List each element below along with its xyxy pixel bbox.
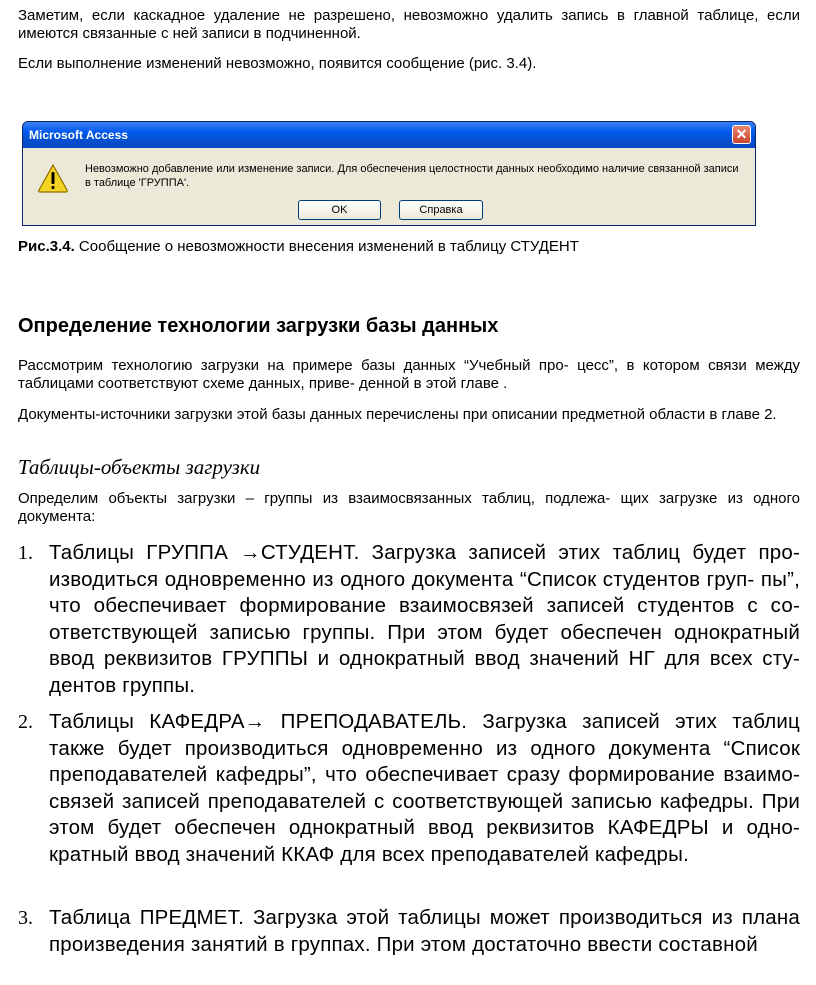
close-icon[interactable]: ✕ <box>732 125 751 144</box>
list-item-number: 2. <box>18 711 33 733</box>
list-item <box>18 905 800 958</box>
list-item-text: Таблица ПРЕДМЕТ. Загрузка этой таблицы может производиться из плана произведения занятий в группах. При этом достаточно ввести составной <box>49 906 800 956</box>
subsection-heading: Таблицы-объекты загрузки <box>18 455 261 479</box>
dialog-title-bar <box>23 122 755 148</box>
paragraph-sources: Документы-источники загрузки этой базы данных перечислены при описании предметной области в главе 2. <box>18 406 777 423</box>
caption-label: Рис.3.4. <box>18 238 75 255</box>
dialog-message: Невозможно добавление или изменение записи. Для обеспечения целостности данных необходимо наличие связанной записи в таблице 'ГРУППА'. <box>85 163 739 189</box>
paragraph-technology: Рассмотрим технологию загрузки на примере базы данных “Учебный про- цесс”, в котором связи между таблицами соответствуют схеме данных, приве- денной в этой главе . <box>18 357 800 392</box>
paragraph-message-note: Если выполнение изменений невозможно, появится сообщение (рис. 3.4). <box>18 55 537 72</box>
caption-text: Сообщение о невозможности внесения изменений в таблицу СТУДЕНТ <box>74 238 579 255</box>
access-error-dialog <box>22 121 756 226</box>
figure-caption <box>18 238 800 256</box>
list-item-text: Таблицы ГРУППА →СТУДЕНТ. Загрузка записей этих таблиц будет про- изводиться одновременно из одного документа “Список студентов груп- пы”, что обеспечивает формирование взаимосвязей записей студентов с со- ответствующей записью группы. При этом будет обеспечен однократный ввод реквизитов ГРУППЫ и однократный ввод значений НГ для всех сту- дентов группы. <box>49 541 800 697</box>
section-heading: Определение технологии загрузки базы данных <box>18 315 499 337</box>
dialog-title: Microsoft Access <box>29 128 128 142</box>
list-item-text: Таблицы КАФЕДРА→ ПРЕПОДАВАТЕЛЬ. Загрузка записей этих таблиц также будет производиться одновременно из одного документа “Список преподавателей кафедры”, что обеспечивает сразу формирование взаимо- связей записей преподавателей с соответствующей записью кафедры. При этом будет обеспечен однократный ввод реквизитов КАФЕДРЫ и одно- кратный ввод значений ККАФ для всех преподавателей кафедры. <box>49 710 800 866</box>
help-button[interactable]: Справка <box>399 200 483 220</box>
list-item-number: 3. <box>18 907 33 929</box>
ok-button[interactable]: OK <box>298 200 381 220</box>
paragraph-cascade-note: Заметим, если каскадное удаление не разрешено, невозможно удалить запись в главной таблице, если имеются связанные с ней записи в подчиненной. <box>18 7 800 42</box>
warning-icon <box>37 163 69 193</box>
paragraph-objects: Определим объекты загрузки – группы из взаимосвязанных таблиц, подлежа- щих загрузке из одного документа: <box>18 490 800 525</box>
list-item-number: 1. <box>18 542 33 564</box>
list-item <box>18 709 800 868</box>
list-item <box>18 540 800 699</box>
